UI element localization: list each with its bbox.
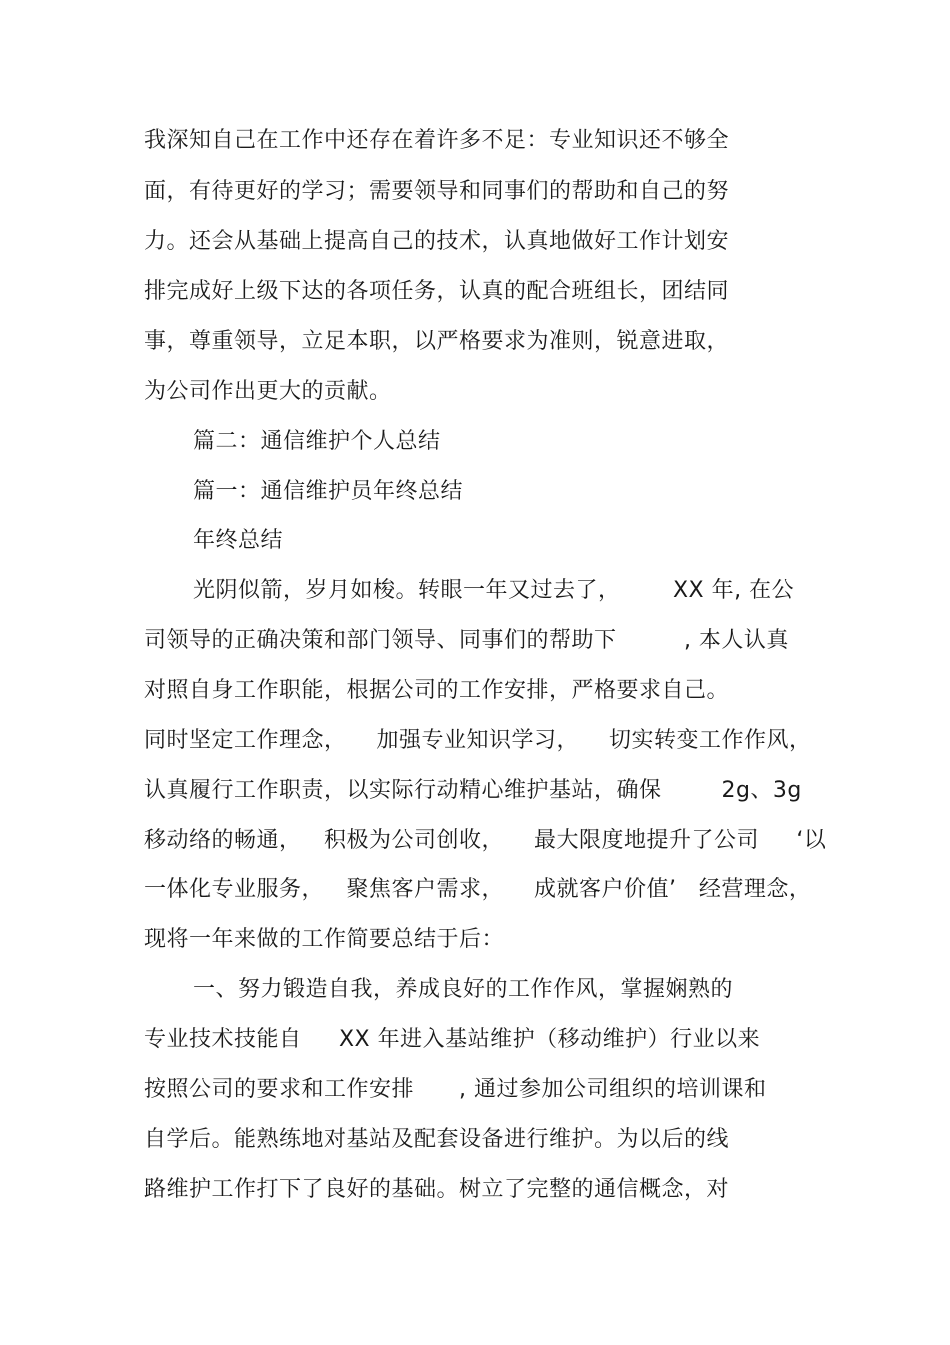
section-heading: 篇二：通信维护个人总结 xyxy=(193,429,441,454)
paragraph-line: 自学后。能熟练地对基站及配套设备进行维护。为以后的线 xyxy=(144,1127,730,1152)
paragraph-line: 事，尊重领导，立足本职，以严格要求为准则，锐意进取， xyxy=(144,329,730,354)
paragraph-line: 路维护工作打下了良好的基础。树立了完整的通信概念，对 xyxy=(144,1177,730,1202)
paragraph-line: 司领导的正确决策和部门领导、同事们的帮助下 , 本人认真 xyxy=(144,628,789,653)
paragraph-line: 对照自身工作职能，根据公司的工作安排，严格要求自己。 xyxy=(144,678,730,703)
paragraph-line: 我深知自己在工作中还存在着许多不足：专业知识还不够全 xyxy=(144,128,730,153)
paragraph-line: 按照公司的要求和工作安排 , 通过参加公司组织的培训课和 xyxy=(144,1077,767,1102)
paragraph-line: 力。还会从基础上提高自己的技术，认真地做好工作计划安 xyxy=(144,229,730,254)
paragraph-line: 为公司作出更大的贡献。 xyxy=(144,379,392,404)
paragraph-line: 同时坚定工作理念， 加强专业知识学习， 切实转变工作作风， xyxy=(144,728,812,753)
paragraph-line: 认真履行工作职责，以实际行动精心维护基站，确保 2g、3g xyxy=(144,778,802,803)
paragraph-line: 面，有待更好的学习；需要领导和同事们的帮助和自己的努 xyxy=(144,179,730,204)
paragraph-line: 一、努力锻造自我，养成良好的工作作风，掌握娴熟的 xyxy=(193,977,734,1002)
paragraph-line: 一体化专业服务， 聚焦客户需求， 成就客户价值’ 经营理念， xyxy=(144,877,812,902)
paragraph-line: 现将一年来做的工作简要总结于后： xyxy=(144,927,505,952)
paragraph-line: 排完成好上级下达的各项任务，认真的配合班组长，团结同 xyxy=(144,279,730,304)
paragraph-line: 专业技术技能自 XX 年进入基站维护（移动维护）行业以来 xyxy=(144,1027,761,1052)
section-heading: 篇一：通信维护员年终总结 xyxy=(193,479,464,504)
paragraph-line: 移动络的畅通， 积极为公司创收， 最大限度地提升了公司 ‘以 xyxy=(144,828,827,853)
section-title: 年终总结 xyxy=(193,528,284,553)
paragraph-line: 光阴似箭，岁月如梭。转眼一年又过去了， XX 年, 在公 xyxy=(193,578,795,603)
